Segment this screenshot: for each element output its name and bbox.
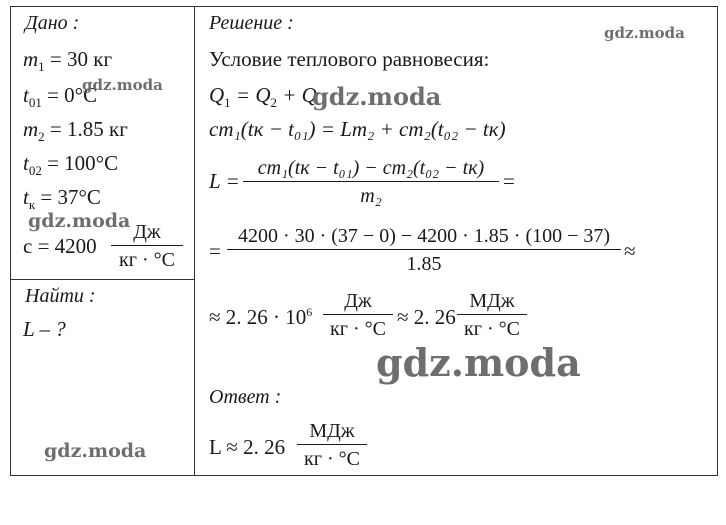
- given-line-m2: $m_2 = 1.85$ кг: [23, 117, 128, 144]
- answer-value: L ≈ 2. 26: [209, 435, 286, 459]
- equilibrium-intro: Условие теплового равновесия:: [209, 47, 490, 71]
- watermark-large: gdz.moda: [376, 340, 581, 385]
- answer-heading: Ответ :: [209, 386, 282, 408]
- watermark-equation: gdz.moda: [312, 82, 442, 111]
- answer-unit: МДж кг · °C: [297, 421, 367, 469]
- numeric-fraction: 4200 · 30 · (37 − 0) − 4200 · 1.85 · (100 − 37) 1.85: [227, 226, 621, 274]
- result-value: ≈ 2. $26 \cdot 10^6$: [209, 305, 313, 329]
- watermark-bottom-left: gdz.moda: [44, 440, 147, 462]
- result-unit-1: Дж кг · °C: [323, 291, 393, 339]
- formula-fraction: cm₁(tк − t₀₁) − cm₂(t₀₂ − tк) m₂: [243, 158, 499, 206]
- heat-balance-equation: $Q_1 = Q_2 + Q$: [209, 83, 317, 110]
- given-find-divider: [11, 279, 195, 280]
- watermark-top-right: gdz.moda: [604, 24, 685, 42]
- watermark-given-small: gdz.moda: [82, 76, 163, 94]
- watermark-given-c: gdz.moda: [28, 210, 131, 232]
- given-c-lhs: c = 4200: [23, 234, 97, 258]
- solution-heading: Решение :: [209, 12, 294, 34]
- given-line-tk: $t_к = 37^\circ C$: [23, 185, 101, 212]
- numeric-lhs: =: [209, 239, 221, 263]
- column-divider: [194, 7, 195, 475]
- given-heading: Дано :: [25, 12, 80, 34]
- numeric-rhs: ≈: [624, 239, 636, 263]
- find-heading: Найти :: [25, 285, 96, 307]
- given-line-m1: $m_1 = 30$ кг: [23, 47, 113, 74]
- result-unit-2: МДж кг · °C: [457, 291, 527, 339]
- given-line-t02: $t_{02} = 100^\circ C$: [23, 151, 119, 178]
- result-approx: ≈ 2. 26: [397, 305, 456, 329]
- expanded-equation: cm₁(tк − t₀₁) = Lm₂ + cm₂(t₀₂ − tк): [209, 117, 506, 141]
- find-expression: L – ?: [23, 317, 66, 341]
- given-c-unit: Дж кг · °C: [111, 222, 183, 270]
- formula-lhs: L =: [209, 169, 240, 193]
- formula-rhs: =: [503, 169, 515, 193]
- given-line-t01: $t_{01} = 0^\circ C$: [23, 83, 98, 110]
